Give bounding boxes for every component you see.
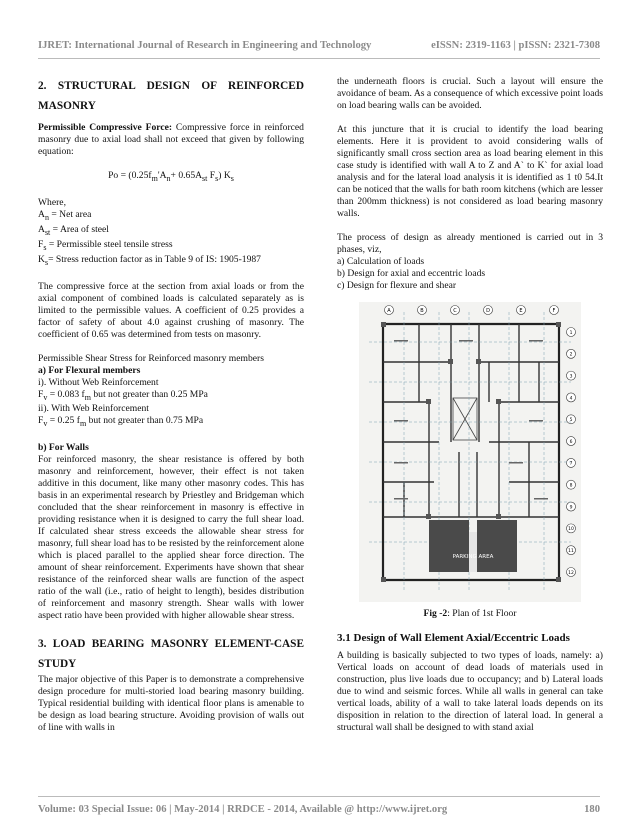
section-3-1-title: 3.1 Design of Wall Element Axial/Eccentric Loads xyxy=(337,632,570,644)
flexural-label: a) For Flexural members xyxy=(38,364,141,376)
grid-bubble-label-9: 9 xyxy=(569,505,573,511)
grid-bubble-label-B: B xyxy=(420,308,424,314)
left-column xyxy=(38,76,304,734)
shear-title: Permissible Shear Stress for Reinforced masonry members xyxy=(38,352,264,364)
grid-bubble-label-C: C xyxy=(453,308,457,314)
right-column xyxy=(337,76,603,734)
section-2-title-line2: MASONRY xyxy=(38,100,96,112)
permissible-label: Permissible Compressive Force: xyxy=(38,122,173,133)
section-3-paragraph: The major objective of this Paper is to demonstrate a comprehensive design procedure for multi-storied load bearing masonry building. Typical residential building with identical floor plans is amenable to be design as load bearing structure. Avoiding provision of walls out of line with walls in xyxy=(38,674,304,734)
floor-plan-figure xyxy=(359,302,581,602)
right-paragraph-1: the underneath floors is crucial. Such a layout will ensure the avoidance of beam. As a consequence of which excessive point loads on load bearing walls can be avoided. xyxy=(337,76,603,111)
parking-label: PARKING AREA xyxy=(452,554,494,560)
grid-bubble-label-2: 2 xyxy=(569,352,573,358)
grid-bubble-label-11: 11 xyxy=(568,548,574,554)
issn: eISSN: 2319-1163 | pISSN: 2321-7308 xyxy=(431,40,600,51)
grid-bubble-label-D: D xyxy=(486,308,490,314)
figure-caption-text: : Plan of 1st Floor xyxy=(447,608,517,619)
phase-b: b) Design for axial and eccentric loads xyxy=(337,268,486,279)
compressive-paragraph: The compressive force at the section from axial loads or from the axial component of combined loads is calculated separately as is limited to the permissible values. A coefficient of 0.25 provides a factor of safety of about 4.0 against crushing of masonry. The coefficient of 0.65 was determined from tests on masonry. xyxy=(38,280,304,340)
def-ast: $A_{st}$ = Area of steel xyxy=(38,223,109,237)
grid-bubble-label-7: 7 xyxy=(569,461,573,467)
section-3-title-line2: STUDY xyxy=(38,658,77,671)
header-rule xyxy=(38,58,600,59)
right-paragraph-2: At this juncture that it is crucial to identify the load bearing elements. Here it is provident to avoid considering walls of significantly small cross section area as load bearing element in this case study is identified with wall A to Z and A` to K` for axial load analysis and for the lateral load analysis it is identified as 1 t0 54.It can be noticed that the walls for bath room kitchens (which are lesser than 200mm thickness) is not considered as load bearing masonry walls. xyxy=(337,124,603,219)
grid-bubble-label-4: 4 xyxy=(569,396,573,402)
grid-bubble-label-6: 6 xyxy=(569,439,573,445)
journal-name: IJRET: International Journal of Research in Engineering and Technology xyxy=(38,40,372,51)
without-web: i). Without Web Reinforcement xyxy=(38,376,159,388)
section-3-1-paragraph: A building is basically subjected to two types of loads, namely: a) Vertical loads on account of dead loads of materials used in construction, plus live loads due to occupancy; and b) Lateral loads due to wind and seismic forces. While all walls in general can take vertical loads, ability of a wall to take lateral loads depends on its disposition in relation to the direction of lateral load. In general a structural wall shall be designed to with stand axial xyxy=(337,650,603,733)
footer-rule xyxy=(38,796,600,797)
section-2-title-line1: 2. STRUCTURAL DESIGN OF REINFORCED xyxy=(38,80,304,92)
def-ks: $K_s=$ Stress reduction factor as in Table 9 of IS: 1905-1987 xyxy=(38,253,261,267)
equation: $Po = (0.25f_m'A_n+ 0.65A_{st}$ $F_s$) $K_s$ xyxy=(108,170,234,183)
phase-c: c) Design for flexure and shear xyxy=(337,280,457,291)
running-footer xyxy=(38,804,600,815)
grid-bubble-label-A: A xyxy=(387,308,391,314)
grid-bubble-label-E: E xyxy=(519,308,523,314)
right-paragraph-3: The process of design as already mentioned is carried out in 3 phases, viz, xyxy=(337,232,603,255)
def-fs: $F_s$ = Permissible steel tensile stress xyxy=(38,238,173,252)
footer-volume: Volume: 03 Special Issue: 06 | May-2014 | RRDCE - 2014, Available @ http://www.ijret.org xyxy=(38,804,448,815)
grid-bubble-label-3: 3 xyxy=(569,374,573,380)
walls-label: b) For Walls xyxy=(38,442,89,454)
fv-formula-2: $F_v = 0.25$ $f_m$ but not greater than 0.75 MPa xyxy=(38,415,204,429)
figure-label: Fig -2 xyxy=(423,608,448,619)
permissible-paragraph xyxy=(38,122,304,158)
def-an: $A_n$ = Net area xyxy=(38,208,92,222)
grid-bubble-label-10: 10 xyxy=(568,527,574,533)
running-header xyxy=(38,40,600,51)
grid-bubble-label-8: 8 xyxy=(569,483,573,489)
where-label: Where, xyxy=(38,196,66,208)
section-3-title-line1: 3. LOAD BEARING MASONRY ELEMENT-CASE xyxy=(38,638,304,651)
grid-bubble-label-5: 5 xyxy=(569,418,573,424)
figure-caption xyxy=(337,608,603,620)
page-number: 180 xyxy=(584,804,600,815)
fv-formula-1: $F_v = 0.083$ $f_m$ but not greater than 0.25 MPa xyxy=(38,388,208,402)
permissible-text: Compressive force in reinforced masonry due to axial load shall not exceed that given by following equation: xyxy=(38,122,304,157)
grid-bubble-label-1: 1 xyxy=(569,330,573,336)
walls-paragraph: For reinforced masonry, the shear resistance is offered by both masonry and reinforcement, however, their effect is not taken additive in this document, like many other masonry codes. This has basis in an experimental research by Priestley and Bridgeman which concluded that the shear reinforcement in masonry is effective in providing resistance when it is designed to carry the full shear load. If calculated shear stress exceeds the allowable shear stress for masonry, full shear load has to be resisted by the reinforcement alone which is placed parallel to the applied shear force direction. The amount of shear reinforcement. Experiments have shown that shear resistance of the reinforced shear walls are function of the aspect ratio of the wall (i.e., ratio of height to length), besides distribution of reinforcement and masonry strength. Shear walls with lower aspect ratio have been provided with higher allowable shear stress. xyxy=(38,454,304,622)
grid-bubble-label-F: F xyxy=(552,308,556,314)
with-web: ii). With Web Reinforcement xyxy=(38,403,149,415)
phase-a: a) Calculation of loads xyxy=(337,256,425,267)
grid-bubble-label-12: 12 xyxy=(568,570,574,576)
